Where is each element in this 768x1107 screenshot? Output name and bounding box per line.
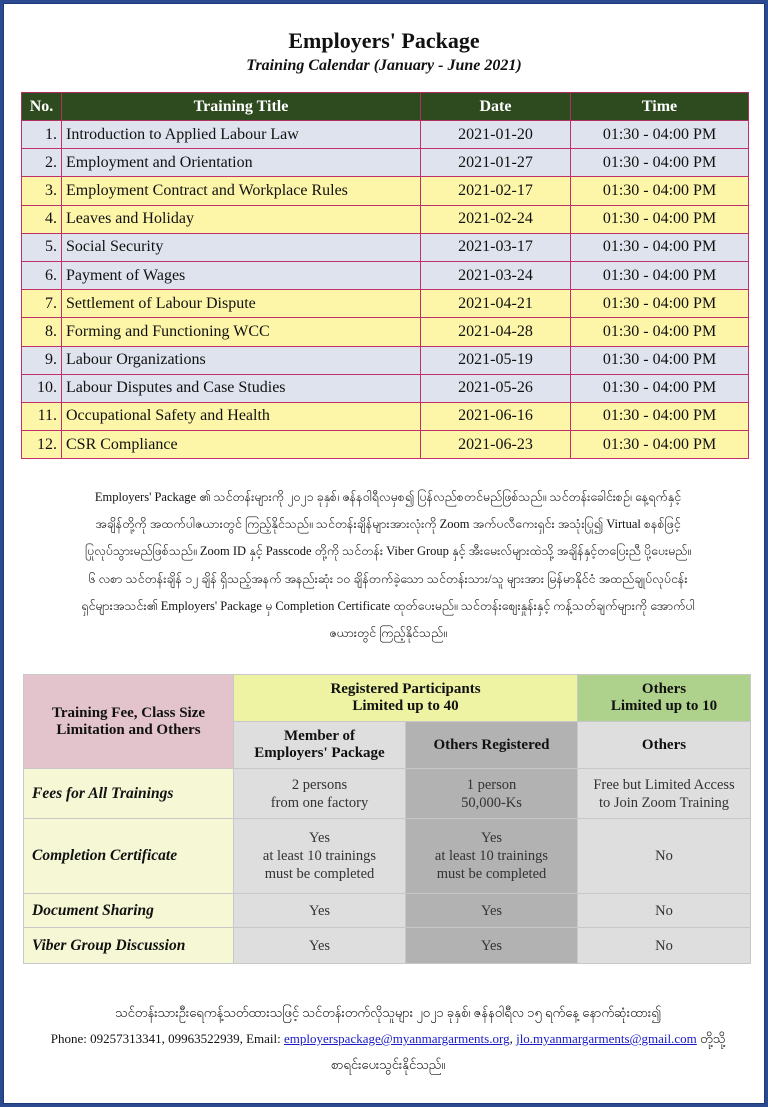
document-page	[3, 3, 765, 1104]
member-header-line: Employers' Package	[254, 745, 385, 761]
footer-line: သင်တန်းသားဦးရေကန့်သတ်ထားသဖြင့် သင်တန်းတက်လိုသူများ ၂၀၂၁ ခုနှစ်၊ ဇန်နဝါရီလ ၁၅ ရက်နေ့ နောက်ဆုံးထား၍	[115, 1005, 661, 1020]
row-number: 12.	[22, 431, 62, 459]
fee-row	[24, 769, 751, 819]
registered-header-line: Registered Participants	[330, 681, 481, 697]
others-header	[578, 675, 751, 722]
fee-cell-others-registered	[406, 819, 578, 894]
training-date: 2021-04-28	[421, 318, 571, 346]
training-title: CSR Compliance	[62, 431, 421, 459]
training-time: 01:30 - 04:00 PM	[571, 233, 749, 261]
table-row	[22, 205, 749, 233]
cell-line: at least 10 trainings	[262, 848, 377, 864]
fee-cell-others-registered: Yes	[406, 894, 578, 928]
fee-cell-member: Yes	[234, 928, 406, 964]
training-time: 01:30 - 04:00 PM	[571, 261, 749, 289]
fee-table-corner: Training Fee, Class Size Limitation and Others	[24, 675, 234, 769]
registered-header-limit: Limited up to 40	[352, 698, 459, 714]
training-time: 01:30 - 04:00 PM	[571, 374, 749, 402]
table-row	[22, 431, 749, 459]
training-time: 01:30 - 04:00 PM	[571, 121, 749, 149]
training-time: 01:30 - 04:00 PM	[571, 149, 749, 177]
others-header-line: Others	[641, 681, 687, 697]
row-number: 5.	[22, 233, 62, 261]
paragraph-line: ဇယားတွင် ကြည့်နိုင်သည်။	[329, 626, 447, 641]
table-row	[22, 318, 749, 346]
fee-cell-member: Yes	[234, 894, 406, 928]
training-title: Employment and Orientation	[62, 149, 421, 177]
column-header-date: Date	[421, 93, 571, 121]
training-time: 01:30 - 04:00 PM	[571, 318, 749, 346]
fee-table	[23, 674, 751, 964]
member-header-line: Member of	[284, 728, 355, 744]
training-date: 2021-03-17	[421, 233, 571, 261]
cell-line: 2 persons	[291, 776, 348, 793]
table-row	[22, 346, 749, 374]
cell-line: Free but Limited Access	[593, 776, 735, 793]
page-title: Employers' Package	[288, 28, 480, 53]
fee-row	[24, 894, 751, 928]
email-link-employerspackage[interactable]: employerspackage@myanmargarments.org	[284, 1031, 510, 1046]
others-header-limit: Limited up to 10	[610, 698, 718, 714]
fee-row-label: Document Sharing	[24, 894, 234, 928]
phone-text: Phone: 09257313341, 09963522939, Email:	[50, 1031, 285, 1046]
column-header-title: Training Title	[62, 93, 421, 121]
training-title: Settlement of Labour Dispute	[62, 290, 421, 318]
training-title: Social Security	[62, 233, 421, 261]
training-date: 2021-02-24	[421, 205, 571, 233]
others-subheader: Others	[578, 722, 751, 769]
training-time: 01:30 - 04:00 PM	[571, 177, 749, 205]
description-paragraph	[24, 484, 752, 647]
training-date: 2021-02-17	[421, 177, 571, 205]
cell-line: must be completed	[264, 866, 375, 882]
fee-cell-others-registered	[406, 769, 578, 819]
row-number: 2.	[22, 149, 62, 177]
column-header-time: Time	[571, 93, 749, 121]
row-number: 7.	[22, 290, 62, 318]
training-title: Forming and Functioning WCC	[62, 318, 421, 346]
fee-row-label: Viber Group Discussion	[24, 928, 234, 964]
email-separator: ,	[509, 1031, 517, 1046]
member-employers-package-header	[234, 722, 406, 769]
row-number: 4.	[22, 205, 62, 233]
email-link-jlo[interactable]: jlo.myanmargarments@gmail.com	[516, 1031, 697, 1046]
cell-line: at least 10 trainings	[434, 848, 549, 864]
table-row	[22, 233, 749, 261]
training-date: 2021-06-16	[421, 402, 571, 430]
training-title: Employment Contract and Workplace Rules	[62, 177, 421, 205]
training-calendar-table	[21, 92, 749, 459]
paragraph-line: ၆ လစာ သင်တန်းချိန် ၁၂ ချိန် ရှိသည့်အနက် အနည်းဆုံး ၁၀ ချိန်တက်ခဲ့သော သင်တန်းသား/သူ များအား မြန်မာနိုင်ငံ အထည်ချုပ်လုပ်ငန်း	[88, 571, 688, 586]
cell-line: 50,000-Ks	[461, 794, 522, 811]
training-title: Labour Disputes and Case Studies	[62, 374, 421, 402]
fee-cell-member	[234, 819, 406, 894]
cell-line: Yes	[308, 830, 331, 846]
registered-participants-header	[234, 675, 578, 722]
paragraph-line: အချိန်တို့ကို အထက်ပါဇယားတွင် ကြည့်နိုင်သည်။ သင်တန်းချိန်များအားလုံးကို Zoom အက်ပလီကေးရှင်း အသုံးပြု၍ Virtual စနစ်ဖြင့်	[95, 517, 681, 532]
fee-cell-others	[578, 769, 751, 819]
training-date: 2021-01-27	[421, 149, 571, 177]
table-row	[22, 402, 749, 430]
training-title: Labour Organizations	[62, 346, 421, 374]
fee-cell-others-registered: Yes	[406, 928, 578, 964]
fee-cell-others: No	[578, 928, 751, 964]
training-date: 2021-01-20	[421, 121, 571, 149]
paragraph-line: ပြုလုပ်သွားမည်ဖြစ်သည်။ Zoom ID နှင့် Passcode တို့ကို သင်တန်း Viber Group နှင့် အီးမေးလ်များထဲသို့ အချိန်နှင့်တပြေးညီ ပို့ပေးမည်။	[84, 544, 692, 559]
others-registered-header: Others Registered	[406, 722, 578, 769]
row-number: 11.	[22, 402, 62, 430]
row-number: 3.	[22, 177, 62, 205]
table-row	[22, 149, 749, 177]
fee-row-label: Completion Certificate	[24, 819, 234, 894]
cell-line: from one factory	[270, 794, 369, 811]
training-date: 2021-05-26	[421, 374, 571, 402]
paragraph-line: Employers' Package ၏ သင်တန်းများကို ၂၀၂၁ ခုနှစ်၊ ဇန်နဝါရီလမှစ၍ ပြန်လည်စတင်မည်ဖြစ်သည်။ သင်တန်းခေါင်းစဥ်၊ နေ့ရက်နှင့်	[94, 490, 682, 504]
row-number: 10.	[22, 374, 62, 402]
training-date: 2021-05-19	[421, 346, 571, 374]
training-time: 01:30 - 04:00 PM	[571, 346, 749, 374]
training-time: 01:30 - 04:00 PM	[571, 431, 749, 459]
page-subtitle: Training Calendar (January - June 2021)	[246, 57, 522, 74]
fee-header-row	[24, 675, 751, 722]
footer-line: စာရင်းပေးသွင်းနိုင်သည်။	[330, 1057, 446, 1072]
row-number: 8.	[22, 318, 62, 346]
cell-line: to Join Zoom Training	[598, 794, 730, 811]
contact-footer	[14, 1000, 762, 1078]
cell-line: must be completed	[436, 866, 547, 882]
footer-contact-line	[14, 1026, 762, 1052]
table-row	[22, 261, 749, 289]
row-number: 1.	[22, 121, 62, 149]
training-title: Occupational Safety and Health	[62, 402, 421, 430]
fee-row	[24, 928, 751, 964]
fee-row-label: Fees for All Trainings	[24, 769, 234, 819]
fee-cell-others: No	[578, 894, 751, 928]
table-row	[22, 290, 749, 318]
table-row	[22, 121, 749, 149]
table-header-row	[22, 93, 749, 121]
cell-line: Yes	[480, 830, 503, 846]
fee-cell-others	[578, 819, 751, 894]
training-time: 01:30 - 04:00 PM	[571, 290, 749, 318]
training-time: 01:30 - 04:00 PM	[571, 205, 749, 233]
column-header-no: No.	[22, 93, 62, 121]
table-row	[22, 177, 749, 205]
training-date: 2021-03-24	[421, 261, 571, 289]
row-number: 9.	[22, 346, 62, 374]
fee-cell-member	[234, 769, 406, 819]
row-number: 6.	[22, 261, 62, 289]
cell-line: 1 person	[466, 776, 517, 793]
training-date: 2021-06-23	[421, 431, 571, 459]
paragraph-line: ရှင်များအသင်း၏ Employers' Package မှ Completion Certificate ထုတ်ပေးမည်။ သင်တန်းစျေးနှုန်းနှင့် ကန့်သတ်ချက်များကို အောက်ပါ	[81, 598, 695, 613]
footer-suffix: တို့သို့	[696, 1031, 726, 1046]
training-title: Introduction to Applied Labour Law	[62, 121, 421, 149]
fee-row	[24, 819, 751, 894]
training-time: 01:30 - 04:00 PM	[571, 402, 749, 430]
table-row	[22, 374, 749, 402]
training-date: 2021-04-21	[421, 290, 571, 318]
training-title: Payment of Wages	[62, 261, 421, 289]
cell-line: No	[655, 848, 673, 864]
training-title: Leaves and Holiday	[62, 205, 421, 233]
